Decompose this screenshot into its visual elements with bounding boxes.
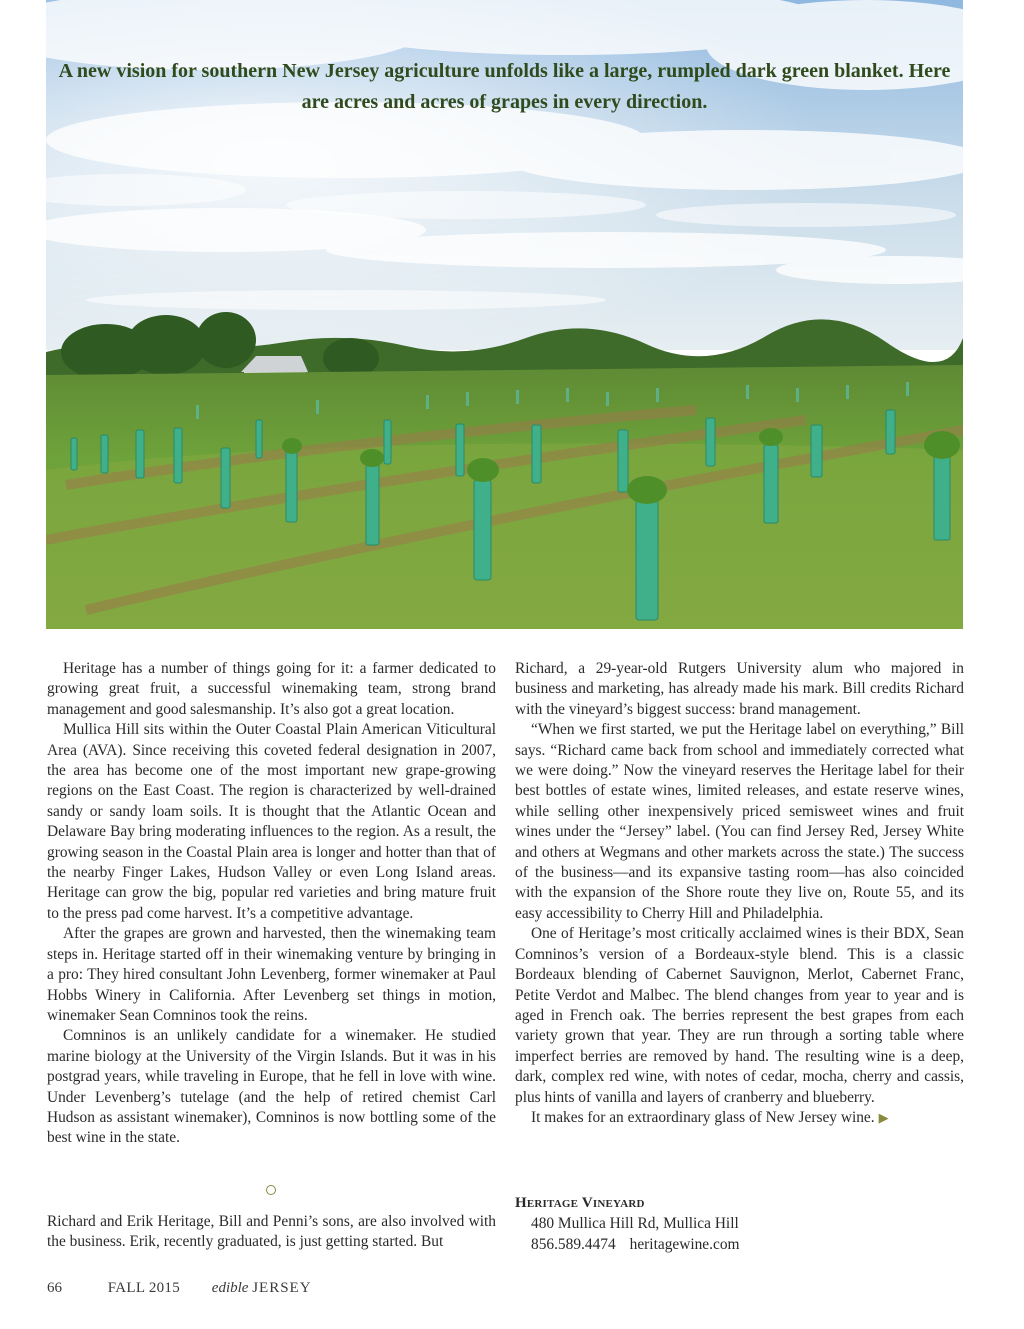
paragraph-final-text: It makes for an extraordinary glass of New Jersey wine. [531,1108,875,1126]
paragraph: “When we first started, we put the Heritage label on everything,” Bill says. “Richard came back from school and immediately corrected what we were doing.” Now the vineyard reserves the Heritage label for their best bottles of estate wines, limited releases, and estate reserve wines, while selling other inexpensively priced semisweet wines and fruit wines under the “Jersey” label. (You can find Jersey Red, Jersey White and others at Wegmans and other markets across the state.) The success of the business—and its expansive tasting room—has also coincided with the expansion of the Shore route they live on, Route 55, and its easy accessibility to Cherry Hill and Philadelphia. [515,721,964,922]
vineyard-website: heritagewine.com [629,1235,740,1253]
section-break-ornament [266,1185,276,1195]
vineyard-info [515,1193,964,1255]
vineyard-address: 480 Mullica Hill Rd, Mullica Hill [531,1215,739,1233]
paragraph: Richard, a 29-year-old Rutgers University alum who majored in business and marketing, has already made his mark. Bill credits Richard with the vineyard’s biggest success: brand management. [515,660,964,718]
end-mark-icon: ▶ [878,1109,889,1125]
vineyard-phone: 856.589.4474 [531,1235,616,1253]
issue-season: FALL 2015 [107,1280,181,1296]
paragraph: Comninos is an unlikely candidate for a winemaker. He studied marine biology at the University of the Virgin Islands. But it was in his postgrad years, while traveling in Europe, that he fell in love with wine. Under Levenberg’s tutelage (and the help of retired chemist Carl Hudson as assistant winemaker), Comninos is now bottling some of the best wine in the state. [47,1027,496,1147]
vineyard-contact [515,1235,964,1255]
left-column-continued [47,1212,496,1253]
paragraph: One of Heritage’s most critically acclaimed wines is their BDX, Sean Comninos’s version of a Bordeaux-style blend. This is a classic Bordeaux blending of Cabernet Sauvignon, Merlot, Cabernet Franc, Petite Verdot and Malbec. The blend changes from year to year and is aged in French oak. The berries represent the best grapes from each variety grown that year. They are run through a sorting table where imperfect berries are removed by hand. The resulting wine is a deep, dark, complex red wine, with notes of cedar, mocha, cherry and cassis, plus hints of vanilla and layers of cranberry and blueberry. [515,925,964,1106]
publication-name-italic: edible [211,1280,249,1296]
photo-caption: A new vision for southern New Jersey agriculture unfolds like a large, rumpled dark green blanket. Here are acres and acres of grapes in every direction. [58,60,951,113]
paragraph: Richard and Erik Heritage, Bill and Penni’s sons, are also involved with the business. Erik, recently graduated, is just getting started. But [47,1213,496,1251]
page-footer [47,1280,312,1297]
paragraph-final [515,1108,964,1128]
page-number: 66 [47,1280,62,1296]
left-column [47,659,496,1149]
paragraph: After the grapes are grown and harvested, then the winemaking team steps in. Heritage started off in their winemaking venture by bringing in a pro: They hired consultant John Levenberg, former winemaker at Paul Hobbs Winery in California. After Levenberg set things in motion, winemaker Sean Comninos took the reins. [47,925,496,1024]
paragraph: Mullica Hill sits within the Outer Coastal Plain American Viticultural Area (AVA). Since receiving this coveted federal designation in 2007, the area has become one of the most important new grape-growing regions on the East Coast. The region is characterized by well-drained sandy or sandy loam soils. It is thought that the Atlantic Ocean and Delaware Bay bring moderating influences to the region. As a result, the growing season in the Coastal Plain area is longer and hotter than that of the nearby Finger Lakes, Hudson Valley or even Long Island areas. Heritage can grow the big, popular red varieties and bring mature fruit to the press pad come harvest. It’s a competitive advantage. [47,721,496,922]
vineyard-name: Heritage Vineyard [515,1195,645,1211]
right-column [515,659,964,1128]
vineyard-photo [46,0,963,629]
paragraph: Heritage has a number of things going for it: a farmer dedicated to growing great fruit, a successful winemaking team, strong brand management and good salesmanship. It’s also got a great location. [47,660,496,718]
publication-name-caps: JERSEY [252,1280,312,1296]
